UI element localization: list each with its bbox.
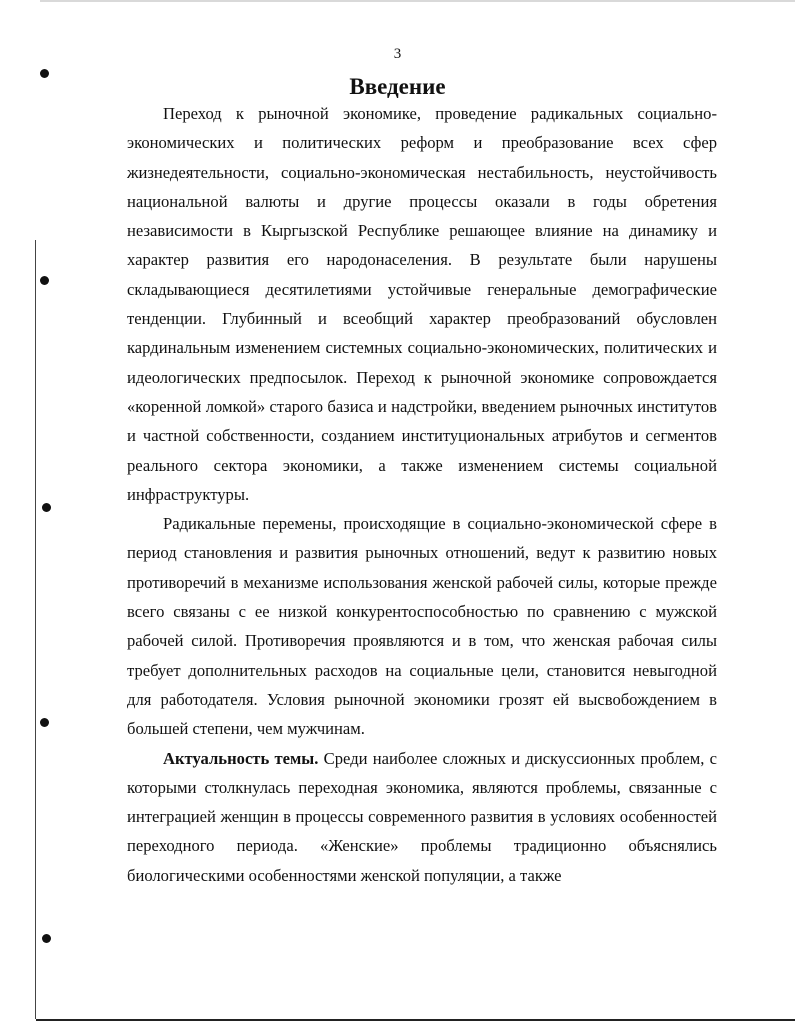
relevance-heading: Актуальность темы. <box>163 748 319 768</box>
scan-edge-bottom <box>36 1019 795 1021</box>
scan-edge-top <box>40 0 795 2</box>
page-title: Введение <box>349 74 446 99</box>
page-number: 3 <box>393 46 402 62</box>
binder-hole-3 <box>42 503 51 512</box>
binder-hole-2 <box>40 276 49 285</box>
binder-hole-5 <box>42 934 51 943</box>
paragraph-changes-text: Радикальные перемены, происходящие в социально-экономической сфере в период становления и развития рыночных отношений, ведут к развитию новых противоречий в механизме использования женской рабочей силы, которые прежде всего связаны с ее низкой конкурентоспособностью по сравнению с мужской рабочей силой. Противоречия проявляются и в том, что женская рабочая силы требует дополнительных расходов на социальные цели, становится невыгодной для работодателя. Условия рыночной экономики грозят ей высвобождением в большей степени, чем мужчинам. <box>127 514 717 739</box>
paragraph-changes <box>127 509 717 743</box>
paragraph-relevance-text: Среди наиболее сложных и дискуссионных проблем, с которыми столкнулась переходная экономика, являются проблемы, связанные с интеграцией женщин в процессы современного развития в условиях особенностей переходного периода. «Женские» проблемы традиционно объяснялись биологическими особенностями женской популяции, а также <box>127 748 717 885</box>
binder-hole-4 <box>40 718 49 727</box>
scan-edge-left <box>35 240 36 1019</box>
paragraph-intro <box>127 99 717 509</box>
document-body <box>127 99 717 890</box>
paragraph-intro-text: Переход к рыночной экономике, проведение радикальных социально-экономических и политических реформ и преобразование всех сфер жизнедеятельности, социально-экономическая нестабильность, неустойчивость национальной валюты и другие процессы оказали в годы обретения независимости в Кыргызской Республике решающее влияние на динамику и характер развития его народонаселения. В результате были нарушены складывающиеся десятилетиями устойчивые генеральные демографические тенденции. Глубинный и всеобщий характер преобразований обусловлен кардинальным изменением системных социально-экономических, политических и идеологических предпосылок. Переход к рыночной экономике сопровождается «коренной ломкой» старого базиса и надстройки, введением рыночных институтов и частной собственности, созданием институциональных атрибутов и сегментов реального сектора экономики, а также изменением системы социальной инфраструктуры. <box>127 104 717 504</box>
paragraph-relevance <box>127 744 717 890</box>
